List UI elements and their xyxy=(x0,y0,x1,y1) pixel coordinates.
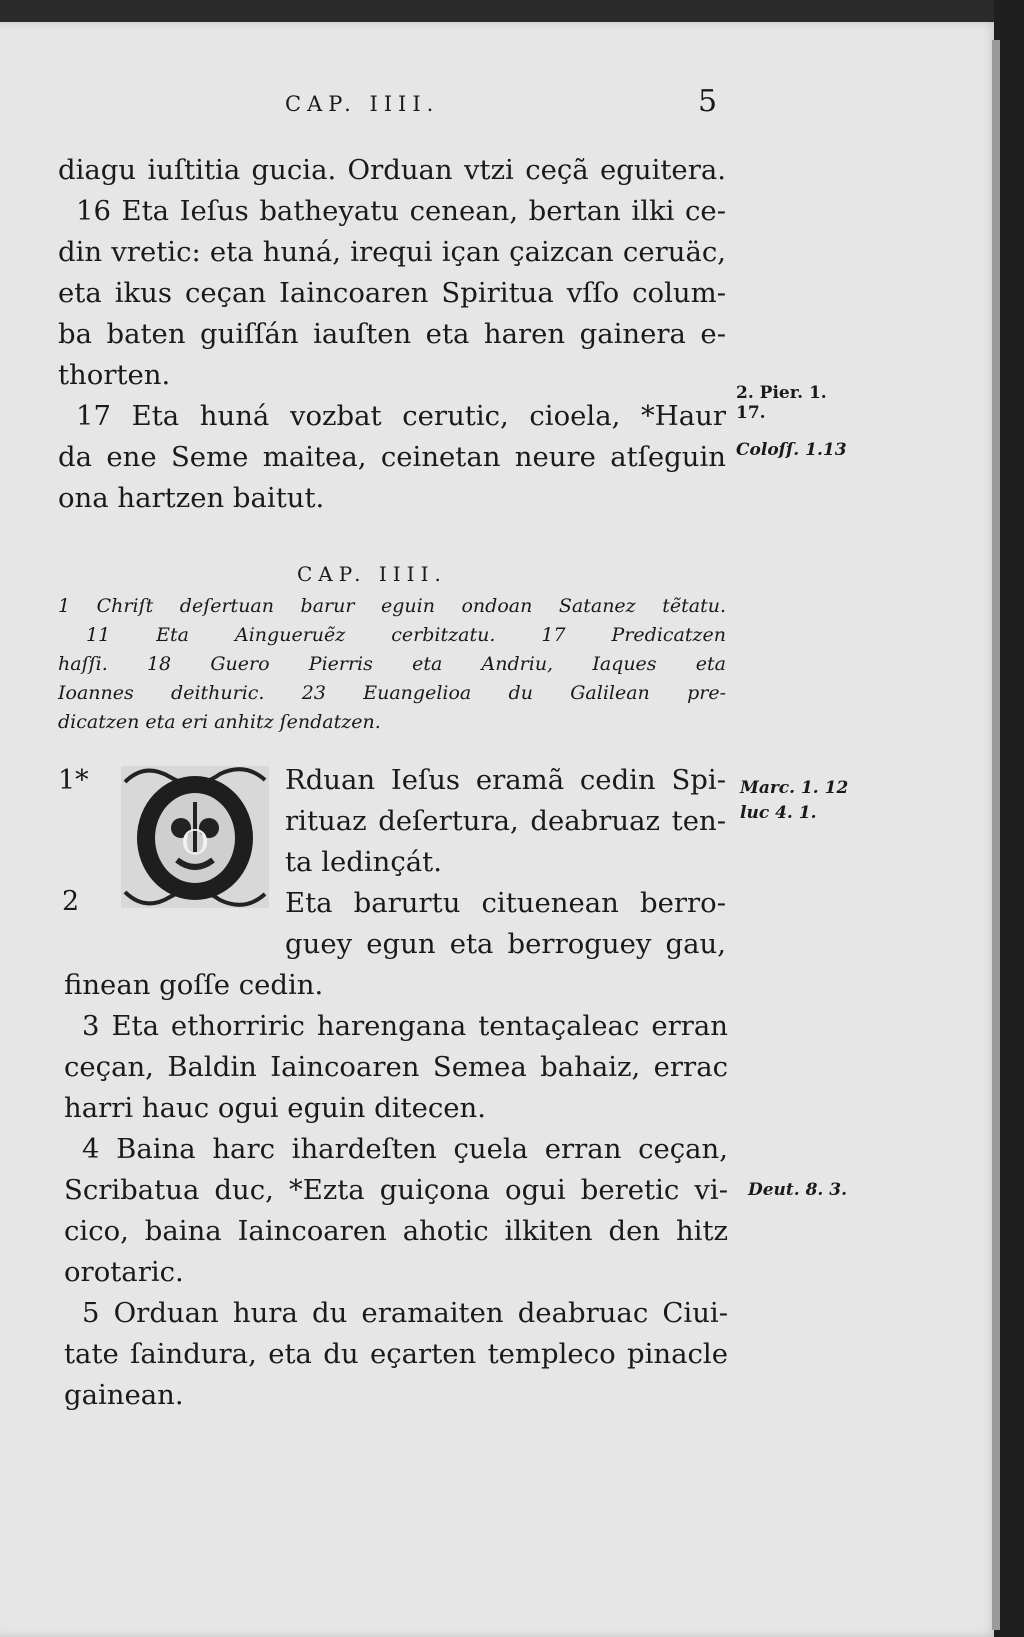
text-line: harri hauc ogui eguin ditecen. xyxy=(64,1092,486,1124)
text-line: 5 Orduan hura du eramaiten deabruac Ciui- xyxy=(82,1297,728,1329)
text-line: 4 Baina harc ihardeſten çuela erran ceçan, xyxy=(82,1133,728,1165)
page-number: 5 xyxy=(698,84,718,119)
text-line: ona hartzen baitut. xyxy=(58,482,325,514)
text-line: thorten. xyxy=(58,359,171,391)
margin-note: Marc. 1. 12 xyxy=(740,778,849,798)
text-line: Scribatua duc, *Ezta guiçona ogui beretic vi- xyxy=(64,1174,728,1206)
ornamental-dropcap xyxy=(115,762,275,912)
text-line: 16 Eta Ieſus batheyatu cenean, bertan ilki ce- xyxy=(76,195,726,227)
text-line: din vretic: eta huná, irequi içan çaizcan ceruäc, xyxy=(58,236,726,268)
text-line: Eta barurtu cituenean berro- xyxy=(285,887,726,919)
summary-line: dicatzen eta eri anhitz ſendatzen. xyxy=(58,711,381,733)
text-line: finean goſſe cedin. xyxy=(64,969,324,1001)
text-block-2 xyxy=(285,760,726,965)
margin-note: 17. xyxy=(736,403,766,423)
text-line: guey egun eta berroguey gau, xyxy=(285,928,726,960)
text-line: cico, baina Iaincoaren ahotic ilkiten den hitz xyxy=(64,1215,728,1247)
text-line: orotaric. xyxy=(64,1256,184,1288)
chapter-summary xyxy=(58,592,726,737)
margin-note: luc 4. 1. xyxy=(740,803,817,823)
text-line: gainean. xyxy=(64,1379,184,1411)
dropcap-ornament-icon xyxy=(115,762,275,912)
text-line: eta ikus ceçan Iaincoaren Spiritua vſſo colum- xyxy=(58,277,726,309)
dropcap-letter: O xyxy=(181,823,209,863)
text-line: 3 Eta ethorriric harengana tentaçaleac erran xyxy=(82,1010,728,1042)
text-line: da ene Seme maitea, ceinetan neure atſeguin xyxy=(58,441,726,473)
page-edge-strip xyxy=(992,40,1000,1630)
summary-line: Ioannes deithuric. 23 Euangelioa du Galilean pre- xyxy=(58,682,726,704)
summary-line: 11 Eta Aingueruẽz cerbitzatu. 17 Predicatzen xyxy=(86,624,726,646)
summary-line: haſſi. 18 Guero Pierris eta Andriu, Iaques eta xyxy=(58,653,726,675)
text-block-3 xyxy=(64,965,728,1416)
text-block-1 xyxy=(58,150,726,519)
verse-mark-2: 2 xyxy=(62,886,80,917)
text-line: 17 Eta huná vozbat cerutic, cioela, *Haur xyxy=(76,400,726,432)
text-line: Rduan Ieſus eramã cedin Spi- xyxy=(285,764,726,796)
verse-mark-1: 1* xyxy=(58,765,89,796)
margin-note: Coloſſ. 1.13 xyxy=(736,440,847,460)
margin-note: Deut. 8. 3. xyxy=(748,1180,848,1200)
summary-line: 1 Chriſt deſertuan barur eguin ondoan Satanez tẽtatu. xyxy=(58,595,726,617)
running-title: CAP. IIII. xyxy=(285,92,440,116)
text-line: tate ſaindura, eta du eçarten templeco pinacle xyxy=(64,1338,728,1370)
margin-note: 2. Pier. 1. xyxy=(736,383,827,403)
text-line: ceçan, Baldin Iaincoaren Semea bahaiz, errac xyxy=(64,1051,728,1083)
text-line: ba baten guiſſán iauſten eta haren gainera e- xyxy=(58,318,726,350)
chapter-heading: CAP. IIII. xyxy=(297,562,447,586)
text-line: ta ledinçát. xyxy=(285,846,442,878)
text-line: diagu iuſtitia gucia. Orduan vtzi ceçã eguitera. xyxy=(58,154,726,186)
text-line: rituaz deſertura, deabruaz ten- xyxy=(285,805,726,837)
